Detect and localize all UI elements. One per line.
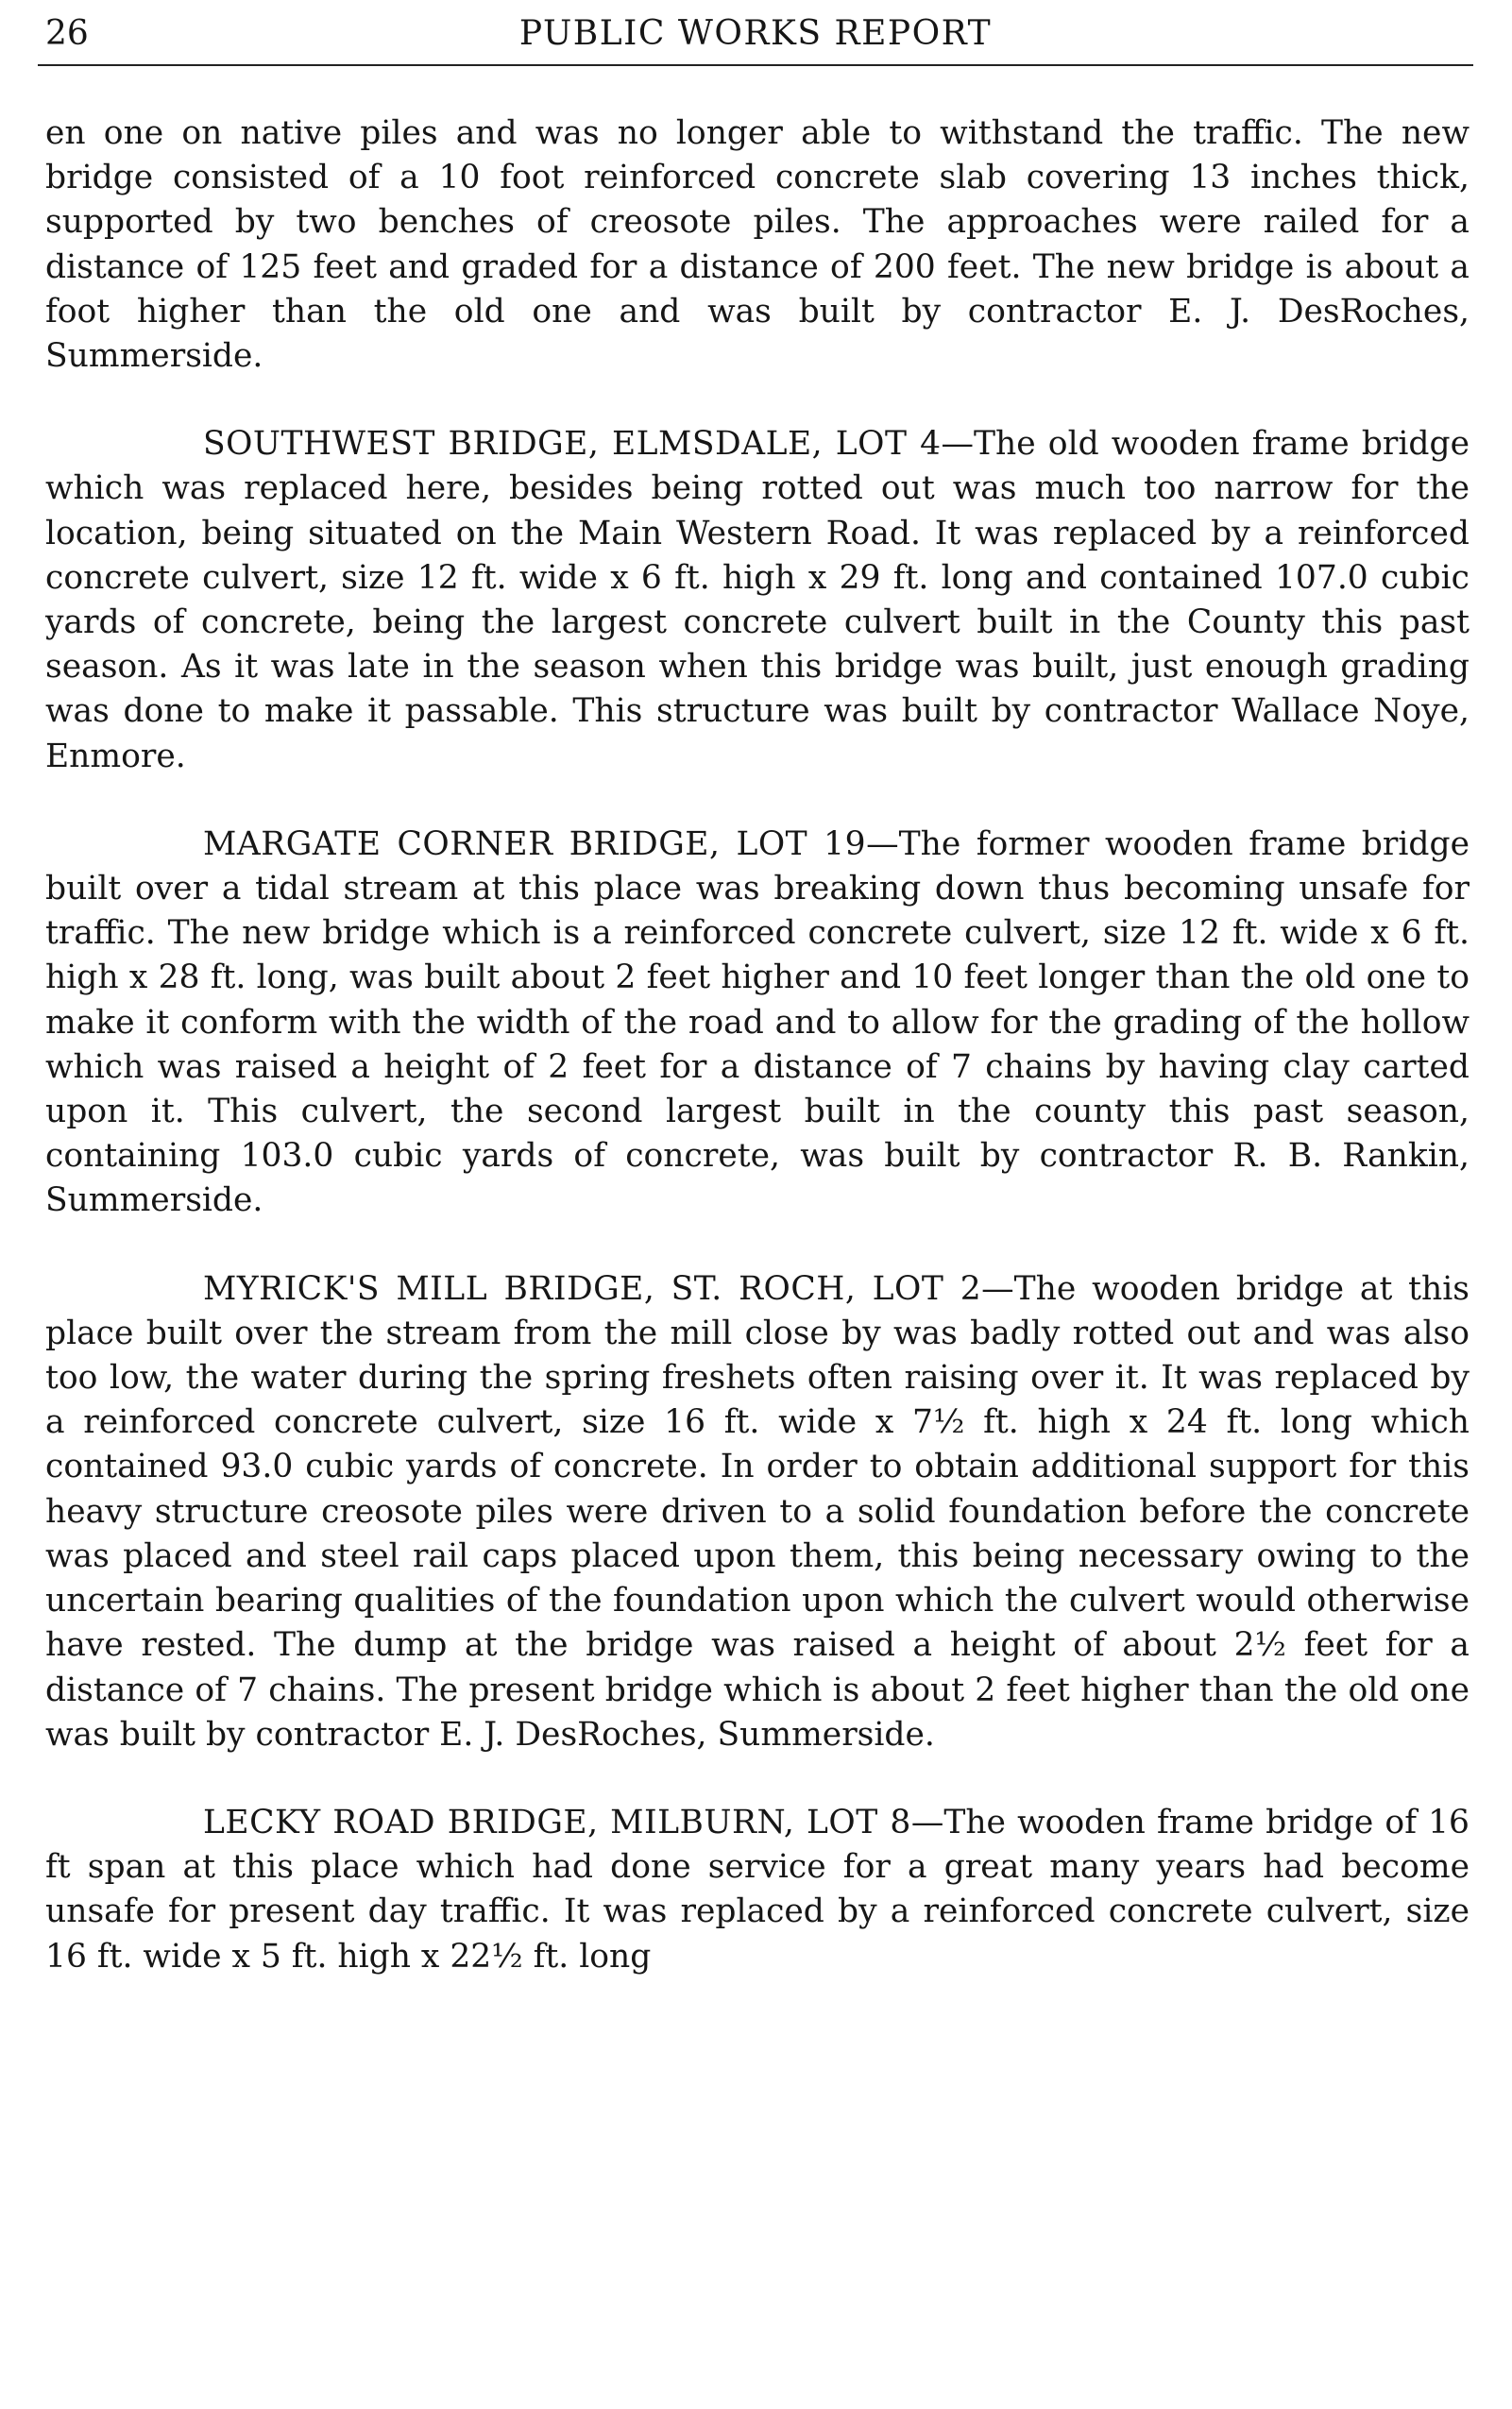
section-heading: MARGATE CORNER BRIDGE, LOT 19 xyxy=(203,824,867,863)
paragraph-text: en one on native piles and was no longer able to withstand the traffic. The new bridge consisted of a 10 foot reinforced concrete slab covering 13 inches thick, supported by two benches of creosote piles. The approaches were railed for a distance of 125 feet and graded for a distance of 200 feet. The new bridge is about a foot higher than the old one and was built by contractor E. J. DesRoches, Summerside. xyxy=(45,114,1470,376)
paragraph-lecky-road-bridge xyxy=(45,1801,1470,1979)
page-header xyxy=(38,9,1473,59)
paragraph-text: —The old wooden frame bridge which was replaced here, besides being rotted out was much too narrow for the location, being situated on the Main Western Road. It was replaced by a reinforced concrete culvert, size 12 ft. wide x 6 ft. high x 29 ft. long and contained 107.0 cubic yards of concrete, being the largest concrete culvert built in the County this past season. As it was late in the season when this bridge was built, just enough grading was done to make it passable. This structure was built by contractor Wallace Noye, Enmore. xyxy=(45,425,1470,775)
paragraph-text: —The wooden frame bridge of 16 ft span at this place which had done service for a great many years had become unsafe for present day traffic. It was replaced by a reinforced concrete culvert, size 16 ft. wide x 5 ft. high x 22½ ft. long xyxy=(45,1803,1470,1976)
section-heading: MYRICK'S MILL BRIDGE, ST. ROCH, LOT 2 xyxy=(203,1269,982,1308)
page-number: 26 xyxy=(45,14,89,53)
header-rule xyxy=(38,64,1473,66)
paragraph-text: —The wooden bridge at this place built over the stream from the mill close by was badly rotted out and was also too low, the water during the spring freshets often raising over it. It was replaced by a reinforced concrete culvert, size 16 ft. wide x 7½ ft. high x 24 ft. long which contained 93.0 cubic yards of concrete. In order to obtain additional support for this heavy structure creosote piles were driven to a solid foundation before the concrete was placed and steel rail caps placed upon them, this being necessary owing to the uncertain bearing qualities of the foundation upon which the culvert would otherwise have rested. The dump at the bridge was raised a height of about 2½ feet for a distance of 7 chains. The present bridge which is about 2 feet higher than the old one was built by contractor E. J. DesRoches, Summerside. xyxy=(45,1269,1470,1754)
paragraph-myricks-mill-bridge xyxy=(45,1267,1470,1757)
section-heading: SOUTHWEST BRIDGE, ELMSDALE, LOT 4 xyxy=(203,425,942,464)
paragraph-southwest-bridge xyxy=(45,422,1470,779)
running-title: PUBLIC WORKS REPORT xyxy=(518,14,993,53)
section-heading: LECKY ROAD BRIDGE, MILBURN, LOT 8 xyxy=(203,1803,911,1841)
paragraph-margate-corner-bridge xyxy=(45,823,1470,1224)
paragraph-text: —The former wooden frame bridge built over a tidal stream at this place was breaking down thus becoming unsafe for traffic. The new bridge which is a reinforced concrete culvert, size 12 ft. wide x 6 ft. high x 28 ft. long, was built about 2 feet higher and 10 feet longer than the old one to make it conform with the width of the road and to allow for the grading of the hollow which was raised a height of 2 feet for a distance of 7 chains by having clay carted upon it. This culvert, the second largest built in the county this past season, containing 103.0 cubic yards of concrete, was built by contractor R. B. Rankin, Summerside. xyxy=(45,824,1470,1220)
paragraph-continuation xyxy=(45,111,1470,379)
report-body xyxy=(45,111,1470,2023)
